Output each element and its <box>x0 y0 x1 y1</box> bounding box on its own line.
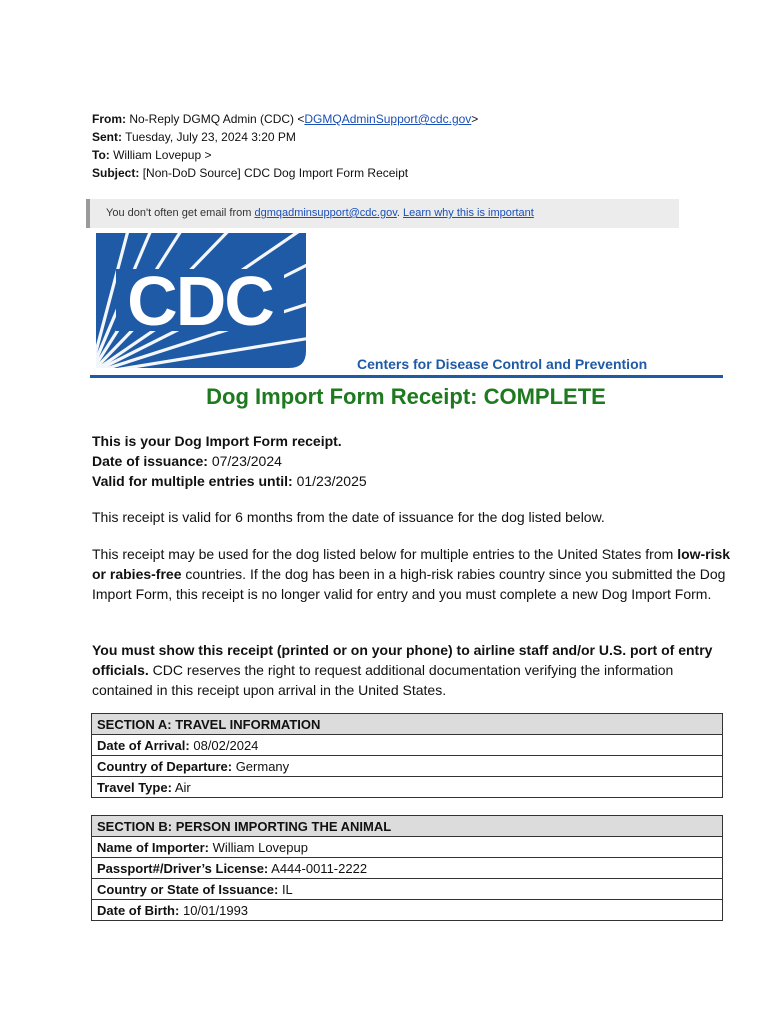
table-row: Date of Birth: 10/01/1993 <box>92 900 723 921</box>
from-line: From: No-Reply DGMQ Admin (CDC) <DGMQAdminSupport@cdc.gov> <box>92 112 479 126</box>
header-divider <box>90 375 723 378</box>
org-name: Centers for Disease Control and Prevention <box>357 356 648 372</box>
notice-email-link[interactable]: dgmqadminsupport@cdc.gov <box>254 207 397 219</box>
from-email-link[interactable]: DGMQAdminSupport@cdc.gov <box>304 112 472 126</box>
table-row: Passport#/Driver’s License: A444-0011-2222 <box>92 858 723 879</box>
validity-paragraph: This receipt is valid for 6 months from the date of issuance for the dog listed below. <box>92 509 605 525</box>
cdc-logo <box>96 233 306 368</box>
section-b-heading: SECTION B: PERSON IMPORTING THE ANIMAL <box>92 816 723 837</box>
receipt-intro: This is your Dog Import Form receipt. Date of issuance: 07/23/2024 Valid for multiple entries until: 01/23/2025 <box>92 433 367 489</box>
multi-entry-paragraph: This receipt may be used for the dog listed below for multiple entries to the United States from low-risk or rabies-free countries. If the dog has been in a high-risk rabies country since you submitted the Dog Import Form, this receipt is no longer valid for entry and you must complete a new Dog Import Form. <box>92 546 731 602</box>
learn-why-link[interactable]: Learn why this is important <box>403 207 534 219</box>
external-sender-notice: You don't often get email from dgmqadminsupport@cdc.gov. Learn why this is important <box>86 199 679 228</box>
table-row: Travel Type: Air <box>92 777 723 798</box>
show-receipt-paragraph: You must show this receipt (printed or on your phone) to airline staff and/or U.S. port of entry officials. CDC reserves the right to request additional documentation verifying the information contained in this receipt upon arrival in the United States. <box>92 642 713 698</box>
subject-line: Subject: [Non-DoD Source] CDC Dog Import Form Receipt <box>92 166 409 180</box>
sent-line: Sent: Tuesday, July 23, 2024 3:20 PM <box>92 130 296 144</box>
cdc-logo-text: CDC <box>127 262 273 340</box>
table-row: Country or State of Issuance: IL <box>92 879 723 900</box>
table-row: Date of Arrival: 08/02/2024 <box>92 735 723 756</box>
section-a-heading: SECTION A: TRAVEL INFORMATION <box>92 714 723 735</box>
table-row: Country of Departure: Germany <box>92 756 723 777</box>
section-a-table <box>91 713 723 798</box>
table-row: Name of Importer: William Lovepup <box>92 837 723 858</box>
section-b-table <box>91 815 723 921</box>
email-header <box>92 110 478 182</box>
page-title: Dog Import Form Receipt: COMPLETE <box>206 384 606 409</box>
to-line: To: William Lovepup > <box>92 148 212 162</box>
